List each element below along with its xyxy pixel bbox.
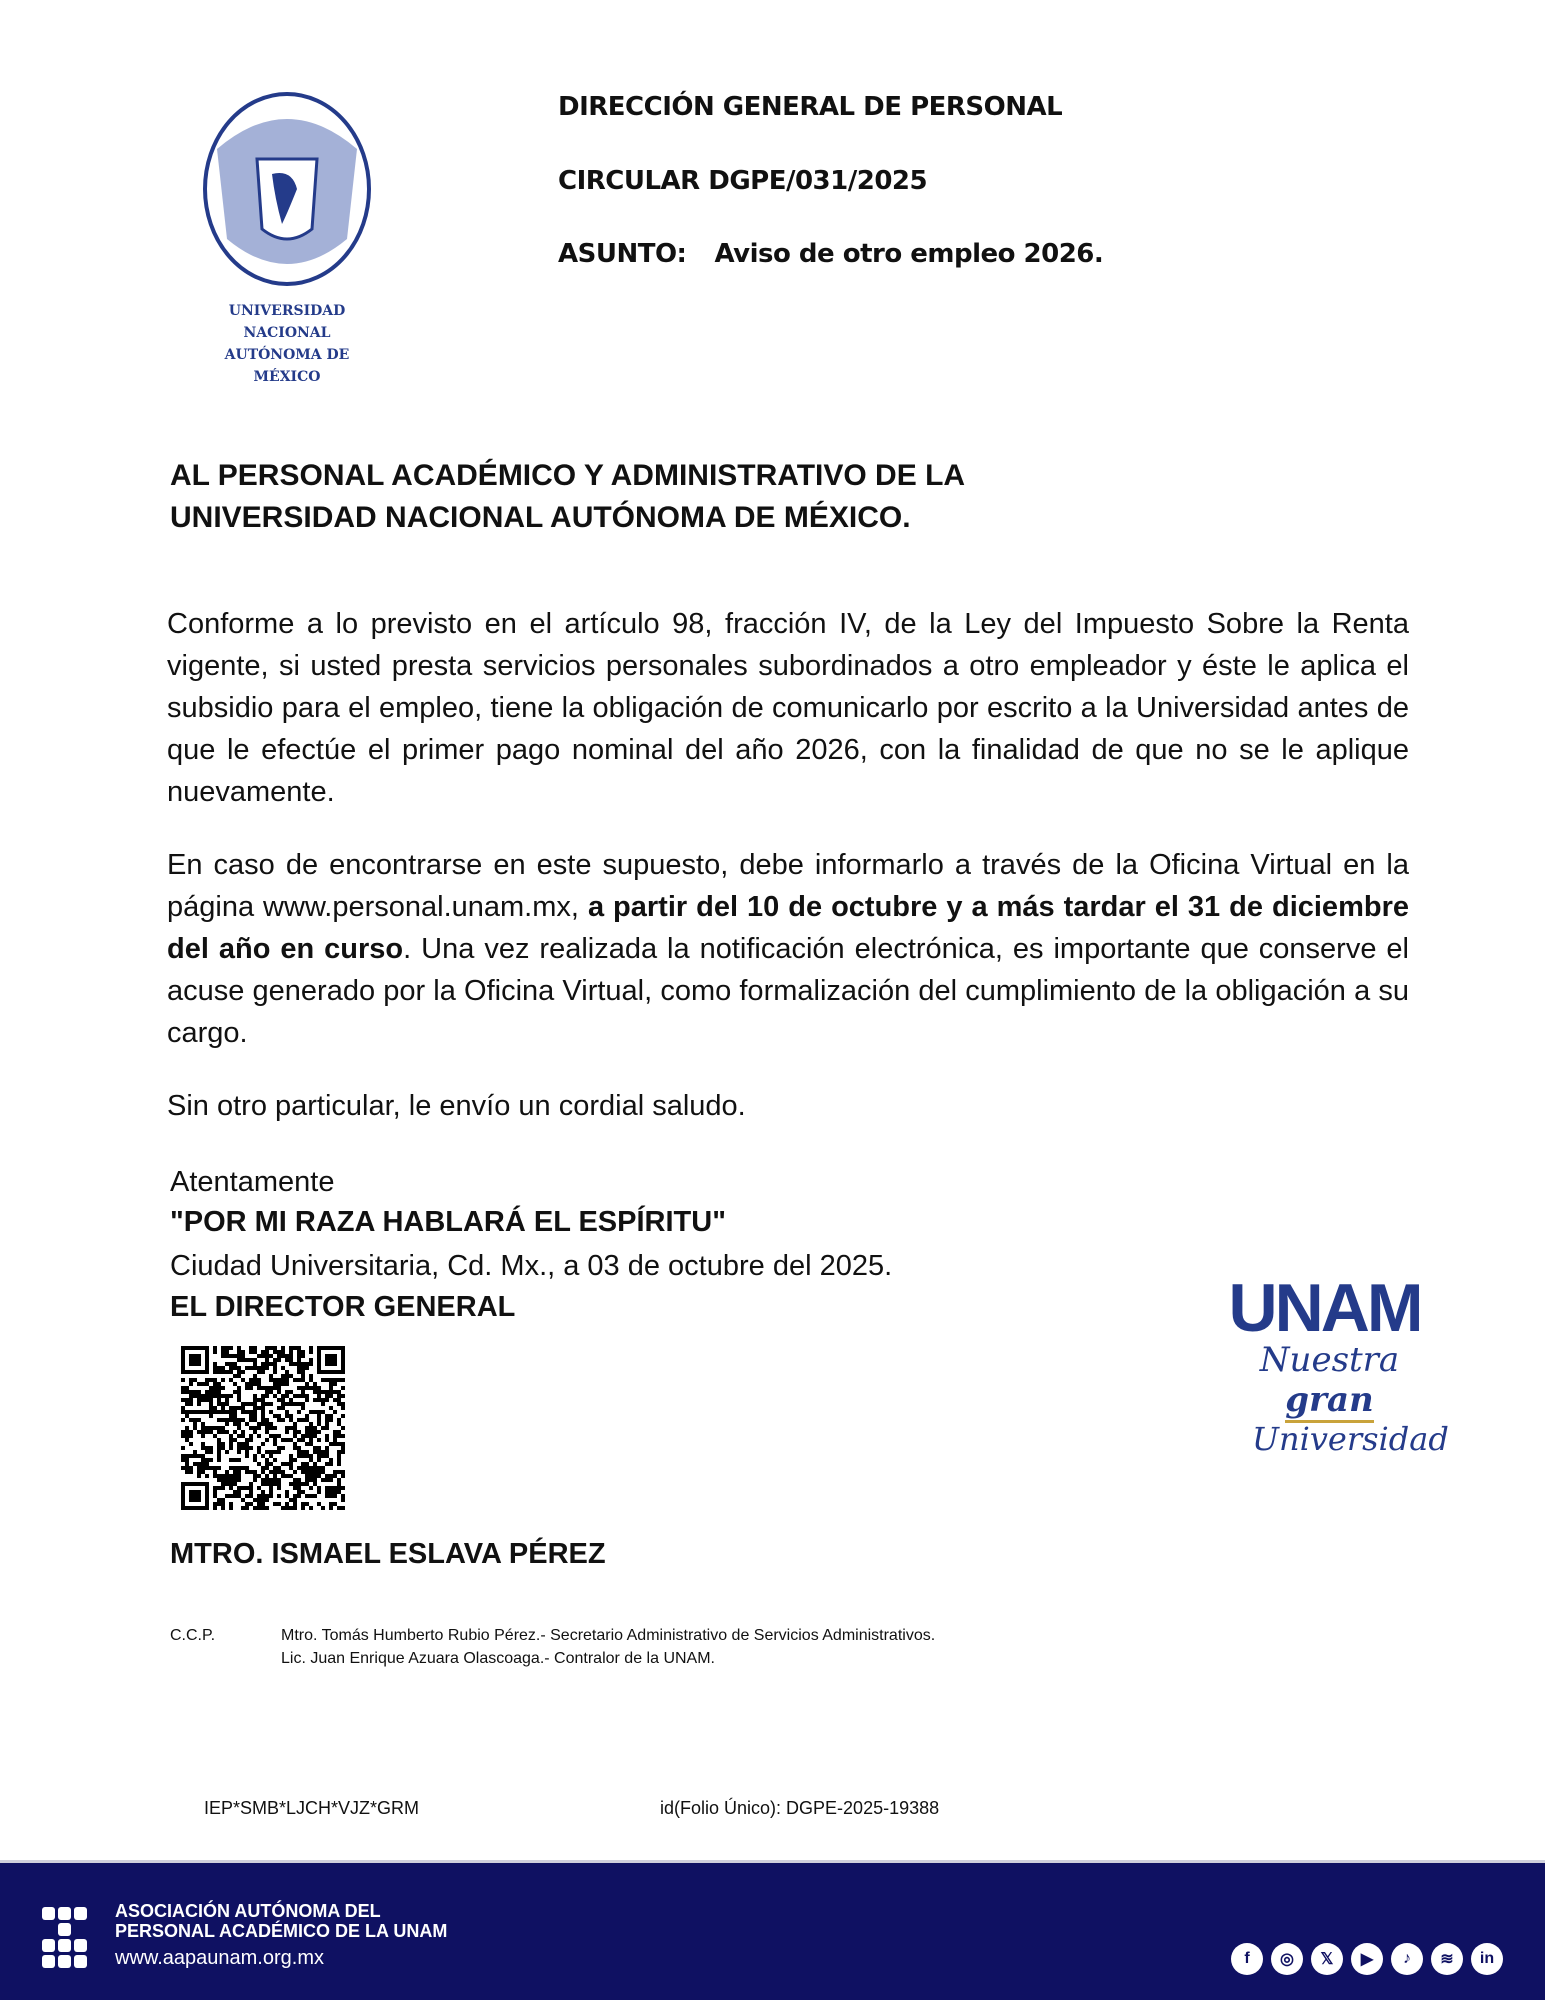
footer-org-name — [115, 1901, 447, 1941]
paragraph-2 — [167, 844, 1409, 1054]
p2-text: En caso de encontrarse en este supuesto, debe informarlo a través de la Oficina Virtual en la página www.personal.unam.mx, — [167, 849, 1409, 923]
ccp-line: Mtro. Tomás Humberto Rubio Pérez.- Secretario Administrativo de Servicios Administrativos. — [281, 1627, 936, 1644]
social-links — [1231, 1943, 1503, 1975]
unam-slogan — [1232, 1340, 1427, 1420]
slogan-word: Nuestra — [1259, 1340, 1400, 1380]
aapaunam-logo — [42, 1907, 87, 1968]
logo-block — [74, 1907, 87, 1920]
facebook-icon[interactable]: f — [1231, 1943, 1263, 1975]
eagle-condor-emblem-icon — [197, 89, 377, 289]
logo-block — [74, 1939, 87, 1952]
logo-block — [58, 1907, 71, 1920]
logo-block — [58, 1955, 71, 1968]
paragraph-1: Conforme a lo previsto en el artículo 98, fracción IV, de la Ley del Impuesto Sobre la Renta vigente, si usted presta servicios personales subordinados a otro empleador y éste le aplica el subsidio para el empleo, tiene la obligación de comunicarlo por escrito a la Universidad antes de que le efectúe el primer pago nominal del año 2026, con la finalidad de que no se le aplique nuevamente. — [167, 608, 1409, 808]
spotify-icon[interactable]: ≋ — [1431, 1943, 1463, 1975]
instagram-icon[interactable]: ◎ — [1271, 1943, 1303, 1975]
addressee-line: AL PERSONAL ACADÉMICO Y ADMINISTRATIVO DE LA — [170, 459, 966, 492]
place-date: Ciudad Universitaria, Cd. Mx., a 03 de octubre del 2025. — [170, 1250, 893, 1282]
logo-block — [42, 1907, 55, 1920]
subject-label: ASUNTO: — [558, 239, 687, 269]
qr-code — [181, 1346, 345, 1510]
logo-block — [58, 1923, 71, 1936]
org-line: PERSONAL ACADÉMICO DE LA UNAM — [115, 1921, 448, 1941]
slogan-word: Universidad — [1252, 1420, 1449, 1458]
ccp-label: C.C.P. — [170, 1627, 216, 1644]
youtube-icon[interactable]: ▶ — [1351, 1943, 1383, 1975]
linkedin-icon[interactable]: in — [1471, 1943, 1503, 1975]
subject-value: Aviso de otro empleo 2026. — [714, 239, 1104, 269]
signer-name: MTRO. ISMAEL ESLAVA PÉREZ — [170, 1538, 606, 1570]
addressee — [170, 455, 965, 539]
signer-title: EL DIRECTOR GENERAL — [170, 1291, 516, 1323]
closing-regards: Atentamente — [170, 1166, 335, 1198]
slogan-word: gran — [1285, 1380, 1373, 1423]
unam-brand-logo — [1222, 1270, 1449, 1458]
footer-website-link[interactable]: www.aapaunam.org.mx — [115, 1947, 324, 1969]
footer — [0, 1860, 1545, 2000]
logo-block — [58, 1939, 71, 1952]
folio-number: id(Folio Único): DGPE-2025-19388 — [660, 1798, 940, 1818]
ccp-list — [281, 1624, 935, 1670]
p2-deadline: a partir del 10 de octubre y a más tardar el 31 de diciembre del año en curso — [167, 891, 1409, 965]
tiktok-icon[interactable]: ♪ — [1391, 1943, 1423, 1975]
circular-number: CIRCULAR DGPE/031/2025 — [558, 166, 928, 196]
org-line: ASOCIACIÓN AUTÓNOMA DEL — [115, 1901, 381, 1921]
logo-block — [74, 1955, 87, 1968]
logo-block — [42, 1955, 55, 1968]
unam-wordmark: UNAM — [1228, 1270, 1421, 1346]
department-title: DIRECCIÓN GENERAL DE PERSONAL — [558, 92, 1063, 122]
motto: "POR MI RAZA HABLARÁ EL ESPÍRITU" — [170, 1206, 726, 1238]
subject-line — [558, 239, 1103, 269]
initials-reference: IEP*SMB*LJCH*VJZ*GRM — [204, 1798, 420, 1818]
x-twitter-icon[interactable]: 𝕏 — [1311, 1943, 1343, 1975]
addressee-line: UNIVERSIDAD NACIONAL AUTÓNOMA DE MÉXICO. — [170, 501, 911, 534]
paragraph-3: Sin otro particular, le envío un cordial saludo. — [167, 1090, 746, 1122]
p2-text: . Una vez realizada la notificación electrónica, es importante que conserve el acuse generado por la Oficina Virtual, como formalización del cumplimiento de la obligación a su cargo. — [167, 933, 1409, 1049]
unam-seal-logo: UNIVERSIDAD NACIONAL AUTÓNOMA DE MÉXICO — [191, 89, 383, 364]
ccp-line: Lic. Juan Enrique Azuara Olascoaga.- Contralor de la UNAM. — [281, 1650, 715, 1667]
logo-block — [42, 1939, 55, 1952]
